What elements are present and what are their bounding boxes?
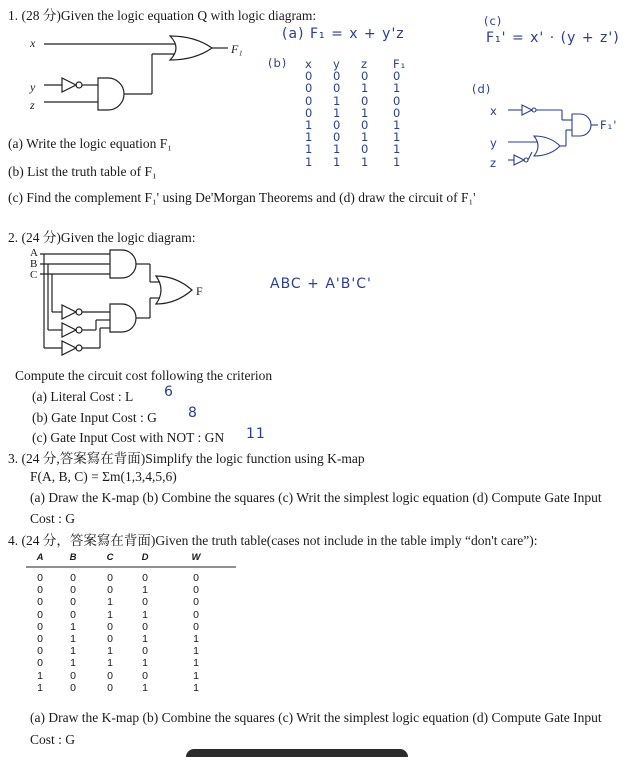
q4-cell: 0	[37, 584, 43, 597]
q4-cell: 1	[70, 657, 76, 670]
answer1-cell: 1	[333, 93, 342, 108]
q1-part-c: (c) Find the complement F₁' using De'Morgan Theorems and (d) draw the circuit of F₁'	[8, 190, 476, 205]
q4-column-d	[138, 572, 152, 694]
q4-cell: 1	[193, 669, 199, 682]
answer1-c-label: (c)	[484, 14, 503, 28]
q4-cell: 0	[70, 572, 76, 584]
q4-cell: 1	[70, 632, 76, 645]
q4-cell: 0	[37, 572, 43, 584]
q4-cell: 0	[107, 669, 113, 682]
q4-cell: 0	[193, 572, 199, 584]
answer1-cell: 1	[305, 154, 314, 169]
answer1-cell: 0	[393, 105, 402, 120]
q4-cell: 1	[142, 632, 148, 645]
q1-circuit-diagram	[0, 20, 240, 140]
answer1-head-f1: F₁	[393, 57, 407, 71]
q4-cell: 1	[37, 669, 43, 682]
q4-header-b: B	[69, 552, 77, 563]
answer1-cell: 1	[393, 130, 402, 145]
q2-circuit-diagram	[0, 248, 200, 368]
q4-header-w: W	[191, 552, 201, 563]
q4-cell: 0	[193, 620, 199, 633]
q4-cell: 1	[107, 608, 113, 621]
q4-cell: 0	[37, 632, 43, 645]
answer1-cell: 0	[305, 93, 314, 108]
q3-parts: (a) Draw the K-map (b) Combine the squares (c) Writ the simplest logic equation (d) Compute Gate Input	[30, 490, 602, 505]
q4-cell: 0	[70, 596, 76, 609]
q4-header-c: C	[106, 552, 114, 563]
q4-cell: 0	[37, 657, 43, 670]
q4-cell: 0	[70, 584, 76, 597]
answer1-truth-table	[305, 58, 415, 188]
q4-cell: 0	[142, 620, 148, 633]
q4-cell: 0	[193, 608, 199, 621]
q4-column-w	[189, 572, 203, 694]
answer1-c: F₁' = x' · (y + z')	[486, 30, 620, 46]
q4-cell: 1	[70, 645, 76, 658]
answer2-gate-input-cost: 8	[188, 405, 198, 421]
bottom-scrollbar[interactable]	[186, 749, 408, 757]
q3-title: 3. (24 分,答案寫在背面)Simplify the logic function using K-map	[8, 451, 365, 466]
answer1-cell: 0	[333, 81, 342, 96]
q4-cell: 1	[142, 608, 148, 621]
answer1-d-z: z	[490, 156, 498, 170]
q4-cell: 1	[193, 657, 199, 670]
answer1-cell: 1	[305, 117, 314, 132]
answer1-cell: 0	[333, 69, 342, 84]
q4-cell: 0	[193, 596, 199, 609]
q2-part-a: (a) Literal Cost : L	[32, 389, 134, 404]
q2-part-b: (b) Gate Input Cost : G	[32, 410, 157, 425]
q4-cell: 0	[142, 669, 148, 682]
answer1-d-y: y	[490, 136, 498, 150]
q4-cell: 0	[107, 572, 113, 584]
q4-cell: 1	[193, 632, 199, 645]
q1-input-x: x	[30, 36, 36, 50]
q4-cell: 1	[107, 657, 113, 670]
answer1-cell: 1	[361, 154, 370, 169]
answer1-cell: 0	[333, 117, 342, 132]
answer1-head-x: x	[305, 57, 313, 71]
answer1-cell: 1	[333, 154, 342, 169]
answer1-cell: 1	[305, 130, 314, 145]
answer1-cell: 1	[333, 142, 342, 157]
answer1-cell: 0	[333, 130, 342, 145]
answer1-d-x: x	[490, 104, 498, 118]
answer1-cell: 0	[305, 69, 314, 84]
answer1-cell: 1	[393, 117, 402, 132]
q4-cell: 1	[37, 681, 43, 694]
answer1-cell: 0	[361, 117, 370, 132]
answer1-d-label: (d)	[472, 82, 492, 96]
q4-cell: 1	[193, 681, 199, 694]
answer1-cell: 0	[361, 93, 370, 108]
answer1-a: (a) F₁ = x + y'z	[282, 26, 405, 42]
q4-header-d: D	[141, 552, 149, 563]
q4-cell: 1	[142, 657, 148, 670]
q4-cell: 1	[70, 620, 76, 633]
q2-input-a: A	[30, 247, 38, 259]
answer2-literal-cost: 6	[164, 384, 174, 400]
q4-cell: 0	[37, 608, 43, 621]
q4-parts-cont: Cost : G	[30, 732, 76, 747]
answer1-cell: 1	[393, 142, 402, 157]
q2-title: 2. (24 分)Given the logic diagram:	[8, 230, 196, 245]
q4-cell: 0	[70, 669, 76, 682]
q4-cell: 0	[142, 596, 148, 609]
q2-part-c: (c) Gate Input Cost with NOT : GN	[32, 430, 225, 445]
answer2-gate-input-cost-not: 11	[246, 426, 266, 442]
q4-cell: 0	[107, 681, 113, 694]
q4-cell: 1	[107, 596, 113, 609]
q1-input-z: z	[30, 98, 35, 112]
q4-cell: 0	[142, 572, 148, 584]
answer1-cell: 0	[393, 93, 402, 108]
answer1-cell: 0	[305, 81, 314, 96]
answer1-cell: 1	[361, 130, 370, 145]
answer1-d-output: F₁'	[600, 118, 618, 132]
q3-function: F(A, B, C) = Σm(1,3,4,5,6)	[30, 469, 177, 484]
q4-column-c	[103, 572, 117, 694]
q4-header-rule	[26, 564, 236, 572]
q4-cell: 0	[107, 632, 113, 645]
answer1-cell: 1	[393, 81, 402, 96]
answer1-head-z: z	[361, 57, 369, 71]
answer1-d-circuit	[500, 100, 610, 180]
answer1-cell: 0	[393, 69, 402, 84]
answer1-head-y: y	[333, 57, 341, 71]
q1-part-b: (b) List the truth table of F₁	[8, 164, 157, 179]
answer1-cell: 1	[305, 142, 314, 157]
q4-cell: 1	[142, 681, 148, 694]
q1-input-y: y	[30, 80, 36, 94]
q4-cell: 1	[107, 645, 113, 658]
q4-cell: 1	[142, 584, 148, 597]
q1-output-f1: F₁	[231, 42, 243, 56]
q4-cell: 1	[193, 645, 199, 658]
q4-cell: 0	[107, 584, 113, 597]
answer1-cell: 1	[393, 154, 402, 169]
answer1-cell: 0	[361, 142, 370, 157]
q4-cell: 0	[37, 645, 43, 658]
q1-part-a: (a) Write the logic equation F₁	[8, 136, 172, 151]
answer1-cell: 0	[305, 105, 314, 120]
answer2-expression: ABC + A'B'C'	[270, 276, 372, 292]
q4-cell: 0	[37, 620, 43, 633]
answer1-cell: 1	[361, 81, 370, 96]
answer1-b-label: (b)	[268, 56, 288, 70]
q4-cell: 0	[193, 584, 199, 597]
q4-cell: 0	[37, 596, 43, 609]
q2-output-f: F	[196, 284, 203, 298]
q4-parts: (a) Draw the K-map (b) Combine the squares (c) Writ the simplest logic equation (d) Compute Gate Input	[30, 710, 602, 725]
q2-compute: Compute the circuit cost following the criterion	[15, 368, 273, 383]
answer1-cell: 0	[361, 69, 370, 84]
q2-input-c: C	[30, 269, 38, 281]
q4-column-a	[33, 572, 47, 694]
answer1-cell: 1	[361, 105, 370, 120]
q4-cell: 0	[70, 681, 76, 694]
q4-title: 4. (24 分，答案寫在背面)Given the truth table(cases not include in the table imply “don't care”):	[8, 533, 538, 548]
answer1-cell: 1	[333, 105, 342, 120]
q3-parts-cont: Cost : G	[30, 511, 76, 526]
q4-cell: 0	[142, 645, 148, 658]
q2-input-b: B	[30, 258, 38, 270]
q1-title: 1. (28 分)Given the logic equation Q with logic diagram:	[8, 8, 317, 23]
q4-column-b	[66, 572, 80, 694]
q4-cell: 0	[70, 608, 76, 621]
q4-cell: 0	[107, 620, 113, 633]
q4-header-a: A	[36, 552, 44, 563]
